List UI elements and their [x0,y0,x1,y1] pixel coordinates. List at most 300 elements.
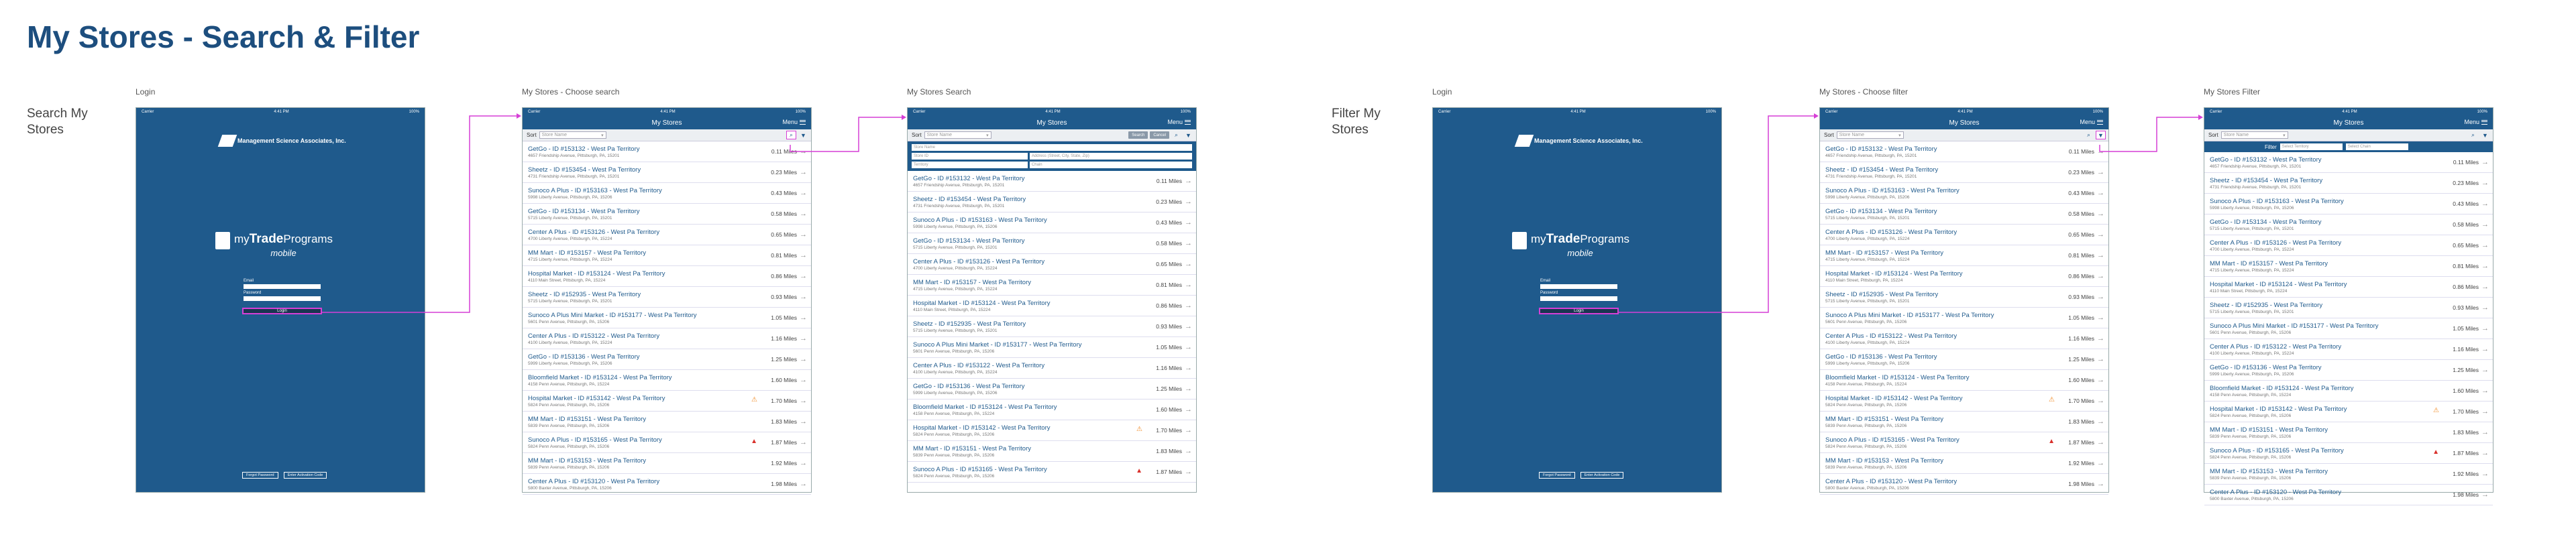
store-distance: 0.65 Miles [2453,242,2479,249]
store-distance: 1.16 Miles [2068,335,2094,342]
store-distance: 0.43 Miles [2453,200,2479,207]
store-distance: 0.81 Miles [2453,263,2479,269]
store-name[interactable]: MM Mart - ID #153151 - West Pa Territory [1825,415,1943,423]
store-name[interactable]: Center A Plus - ID #153126 - West Pa Territory [528,228,660,236]
store-name[interactable]: Hospital Market - ID #153124 - West Pa Territory [1825,269,1963,278]
arrow-right-icon: → [2097,334,2104,343]
store-name[interactable]: Center A Plus - ID #153126 - West Pa Territory [2210,239,2342,247]
store-name[interactable]: Hospital Market - ID #153124 - West Pa Territory [913,299,1051,307]
store-address: 5824 Penn Avenue, Pittsburgh, PA, 15206 [528,402,610,408]
search-icon[interactable]: ⌕ [786,131,796,139]
arrow-right-icon: → [2097,168,2104,176]
store-name[interactable]: Sheetz - ID #152935 - West Pa Territory [913,320,1026,328]
store-name[interactable]: Bloomfield Market - ID #153124 - West Pa Territory [2210,384,2354,392]
store-distance: 0.58 Miles [771,210,797,217]
arrow-right-icon: → [2481,221,2489,229]
menu-label: Menu [2080,119,2095,125]
store-name[interactable]: Center A Plus - ID #153120 - West Pa Territory [528,477,660,485]
connector-login-to-choose-search [321,116,517,312]
warning-icon: ⚠ [751,396,757,404]
forgot-password-link[interactable]: Forgot Password [1539,472,1575,479]
arrow-right-icon: → [1185,322,1192,330]
store-distance: 1.16 Miles [1156,365,1182,371]
store-name[interactable]: Center A Plus - ID #153122 - West Pa Territory [2210,343,2342,351]
forgot-password-link[interactable]: Forgot Password [242,472,278,479]
arrow-right-icon: → [2097,418,2104,426]
store-address: 5839 Penn Avenue, Pittsburgh, PA, 15206 [2210,475,2292,481]
arrow-right-icon: → [2097,314,2104,322]
store-address: 5824 Penn Avenue, Pittsburgh, PA, 15206 [1825,444,1907,449]
email-label: Email [244,279,254,283]
chevron-down-icon: ▾ [601,133,604,138]
store-address: 4110 Main Street, Pittsburgh, PA, 15224 [528,278,606,283]
store-distance: 1.05 Miles [2453,325,2479,332]
store-address: 4110 Main Street, Pittsburgh, PA, 15224 [913,307,991,312]
store-distance: 1.16 Miles [2453,346,2479,353]
alert-icon: ▲ [751,438,757,445]
store-name[interactable]: Sunoco A Plus Mini Market - ID #153177 - West Pa Territory [2210,322,2379,330]
store-distance: 0.58 Miles [2068,210,2094,217]
store-address: 4158 Penn Avenue, Pittsburgh, PA, 15224 [913,411,995,416]
store-address: 4100 Liberty Avenue, Pittsburgh, PA, 15224 [913,369,998,375]
store-address: 5715 Liberty Avenue, Pittsburgh, PA, 15201 [1825,298,1910,304]
store-name[interactable]: Sunoco A Plus - ID #153163 - West Pa Territory [528,186,662,194]
store-name[interactable]: GetGo - ID #153134 - West Pa Territory [1825,207,1937,215]
store-name[interactable]: Bloomfield Market - ID #153124 - West Pa Territory [1825,373,1970,381]
filter-icon[interactable]: ▼ [2482,131,2488,139]
store-distance: 0.11 Miles [771,148,797,155]
store-distance: 1.25 Miles [1156,385,1182,392]
activation-code-link[interactable]: Enter Activation Code [1580,472,1624,479]
store-distance: 1.16 Miles [771,335,797,342]
arrow-right-icon: → [2481,449,2489,457]
store-name[interactable]: Hospital Market - ID #153142 - West Pa Territory [2210,405,2347,413]
store-name[interactable]: Hospital Market - ID #153142 - West Pa Territory [528,394,665,402]
store-distance: 0.86 Miles [2453,284,2479,290]
flow-label-search: Search My Stores [27,107,88,137]
store-address: 4100 Liberty Avenue, Pittsburgh, PA, 15224 [528,340,612,345]
sort-select-value: Store Name [2223,133,2249,137]
arrow-right-icon: → [2097,438,2104,446]
connector-filter-icon-to-filter [2100,117,2198,151]
store-address: 4731 Friendship Avenue, Pittsburgh, PA, 15201 [528,174,620,179]
search-button[interactable]: Search [1128,131,1148,139]
store-address: 5715 Liberty Avenue, Pittsburgh, PA, 15201 [913,245,998,250]
arrow-right-icon: → [1185,406,1192,414]
store-distance: 1.92 Miles [2453,471,2479,477]
arrow-right-icon: → [1185,302,1192,310]
store-name[interactable]: MM Mart - ID #153153 - West Pa Territory [2210,467,2328,475]
store-distance: 1.87 Miles [1156,469,1182,475]
address-field[interactable]: Address (Street, City, State, Zip) [1030,153,1192,160]
arrow-right-icon: → [800,459,807,467]
store-distance: 1.83 Miles [1156,448,1182,454]
store-name-field[interactable]: Store Name [912,144,1192,151]
store-name[interactable]: GetGo - ID #153132 - West Pa Territory [528,145,640,153]
caption-choose-filter: My Stores - Choose filter [1819,87,1909,97]
store-address: 4715 Liberty Avenue, Pittsburgh, PA, 15224 [528,257,612,262]
menu-label: Menu [782,119,798,125]
brand-name: myTradePrograms [234,232,333,246]
store-distance: 1.60 Miles [1156,406,1182,413]
store-distance: 0.11 Miles [1156,178,1182,184]
arrow-right-icon: → [1185,281,1192,289]
store-name[interactable]: Sheetz - ID #153454 - West Pa Territory [2210,176,2323,184]
arrow-right-icon: → [1185,260,1192,268]
store-address: 5839 Penn Avenue, Pittsburgh, PA, 15206 [913,452,995,458]
arrow-right-icon: → [2481,283,2489,291]
arrow-right-icon: → [800,189,807,197]
store-address: 4657 Friendship Avenue, Pittsburgh, PA, 15201 [913,182,1005,188]
arrow-right-icon: → [1185,426,1192,434]
arrow-right-icon: → [1185,239,1192,247]
arrow-right-icon: → [2481,366,2489,374]
store-address: 5839 Penn Avenue, Pittsburgh, PA, 15206 [2210,434,2292,439]
arrow-right-icon: → [2481,241,2489,249]
store-name[interactable]: GetGo - ID #153134 - West Pa Territory [2210,218,2322,226]
store-distance: 1.60 Miles [771,377,797,383]
store-address: 5824 Penn Avenue, Pittsburgh, PA, 15206 [1825,402,1907,408]
store-name[interactable]: MM Mart - ID #153157 - West Pa Territory [2210,259,2328,267]
store-name[interactable]: GetGo - ID #153136 - West Pa Territory [2210,363,2322,371]
store-address: 5998 Liberty Avenue, Pittsburgh, PA, 15206 [2210,205,2294,210]
arrow-right-icon: → [2481,200,2489,208]
store-distance: 0.86 Miles [1156,302,1182,309]
store-distance: 0.43 Miles [1156,219,1182,226]
chain-field[interactable]: Chain [1030,162,1192,168]
store-address: 5601 Penn Avenue, Pittsburgh, PA, 15206 [913,349,995,354]
store-address: 5999 Liberty Avenue, Pittsburgh, PA, 15206 [2210,371,2294,377]
store-name[interactable]: GetGo - ID #153136 - West Pa Territory [913,382,1025,390]
store-address: 4715 Liberty Avenue, Pittsburgh, PA, 15224 [913,286,998,292]
store-name[interactable]: MM Mart - ID #153157 - West Pa Territory [528,249,646,257]
nav-title: My Stores [651,119,682,127]
store-address: 5824 Penn Avenue, Pittsburgh, PA, 15206 [2210,413,2292,418]
store-distance: 0.11 Miles [2453,159,2479,166]
store-name[interactable]: Sunoco A Plus Mini Market - ID #153177 - West Pa Territory [913,341,1082,349]
arrow-right-icon: → [800,272,807,280]
filter-icon[interactable]: ▼ [1185,131,1191,139]
store-distance: 1.92 Miles [2068,460,2094,467]
login-button[interactable]: Login [242,308,322,314]
store-address: 5715 Liberty Avenue, Pittsburgh, PA, 15201 [528,215,612,221]
store-name[interactable]: GetGo - ID #153134 - West Pa Territory [913,237,1025,245]
store-name[interactable]: Hospital Market - ID #153124 - West Pa Territory [2210,280,2347,288]
store-distance: 0.86 Miles [2068,273,2094,280]
store-name[interactable]: GetGo - ID #153136 - West Pa Territory [528,353,640,361]
store-distance: 1.83 Miles [2453,429,2479,436]
store-address: 5839 Penn Avenue, Pittsburgh, PA, 15206 [528,465,610,470]
arrow-right-icon: → [800,397,807,405]
nav-title: My Stores [2333,119,2364,127]
sort-label: Sort [527,132,537,138]
arrow-right-icon: → [2481,387,2489,395]
menu-label: Menu [1167,119,1183,125]
arrow-right-icon: → [2481,324,2489,332]
store-name[interactable]: Center A Plus - ID #153122 - West Pa Territory [1825,332,1957,340]
store-address: 5601 Penn Avenue, Pittsburgh, PA, 15206 [2210,330,2292,335]
warning-icon: ⚠ [2433,407,2439,414]
arrow-right-icon: → [1185,364,1192,372]
store-name[interactable]: Hospital Market - ID #153142 - West Pa Territory [913,424,1051,432]
store-name[interactable]: MM Mart - ID #153151 - West Pa Territory [528,415,646,423]
store-address: 4657 Friendship Avenue, Pittsburgh, PA, 15201 [528,153,620,158]
store-name[interactable]: Sunoco A Plus - ID #153163 - West Pa Territory [1825,186,1960,194]
store-distance: 0.43 Miles [771,190,797,196]
arrowhead-3 [1814,113,1819,119]
arrow-right-icon: → [2097,189,2104,197]
caption-login-2: Login [1432,87,1452,97]
store-distance: 1.70 Miles [1156,427,1182,434]
chain-filter-select[interactable]: Select Chain [2346,143,2408,150]
store-address: 5824 Penn Avenue, Pittsburgh, PA, 15206 [2210,454,2292,460]
status-bar: Carrier 4:41 PM 100% [2204,108,2493,116]
chevron-down-icon: ▾ [1898,133,1901,138]
store-distance: 0.43 Miles [2068,190,2094,196]
store-name[interactable]: Hospital Market - ID #153124 - West Pa Territory [528,269,665,278]
store-distance: 1.25 Miles [2453,367,2479,373]
sort-label: Sort [912,132,922,138]
search-icon[interactable]: ⌕ [1174,131,1179,138]
store-address: 5800 Baxter Avenue, Pittsburgh, PA, 15206 [528,485,612,491]
store-name[interactable]: GetGo - ID #153134 - West Pa Territory [528,207,640,215]
password-label: Password [244,291,262,295]
store-address: 5715 Liberty Avenue, Pittsburgh, PA, 15201 [913,328,998,333]
store-address: 5998 Liberty Avenue, Pittsburgh, PA, 15206 [1825,194,1910,200]
store-name[interactable]: Bloomfield Market - ID #153124 - West Pa Territory [913,403,1057,411]
store-distance: 1.70 Miles [2453,408,2479,415]
store-address: 5715 Liberty Avenue, Pittsburgh, PA, 15201 [2210,309,2294,314]
company-logo: Management Science Associates, Inc. [220,135,346,147]
arrow-right-icon: → [2481,304,2489,312]
store-name[interactable]: Hospital Market - ID #153142 - West Pa Territory [1825,394,1963,402]
filter-icon[interactable]: ▼ [800,131,806,139]
filter-icon[interactable]: ▼ [2096,131,2106,139]
store-name[interactable]: MM Mart - ID #153153 - West Pa Territory [528,456,646,465]
search-icon[interactable]: ⌕ [2471,131,2475,138]
email-label: Email [1540,279,1551,283]
store-name[interactable]: Sheetz - ID #152935 - West Pa Territory [528,290,641,298]
arrow-right-icon: → [2097,251,2104,259]
arrow-right-icon: → [1185,385,1192,393]
store-distance: 0.86 Miles [771,273,797,280]
warning-icon: ⚠ [2049,396,2055,404]
arrow-right-icon: → [2481,470,2489,478]
store-name[interactable]: Sunoco A Plus - ID #153163 - West Pa Territory [913,216,1047,224]
store-name[interactable]: Center A Plus - ID #153126 - West Pa Territory [913,257,1045,265]
store-name[interactable]: MM Mart - ID #153153 - West Pa Territory [1825,456,1943,465]
arrow-right-icon: → [800,314,807,322]
store-address: 4110 Main Street, Pittsburgh, PA, 15224 [2210,288,2288,294]
arrow-right-icon: → [2097,459,2104,467]
store-distance: 0.58 Miles [1156,240,1182,247]
store-name[interactable]: Center A Plus - ID #153120 - West Pa Territory [2210,488,2342,496]
activation-code-link[interactable]: Enter Activation Code [284,472,327,479]
status-bar: Carrier 4:41 PM 100% [136,108,425,116]
store-address: 5715 Liberty Avenue, Pittsburgh, PA, 15201 [528,298,612,304]
store-name[interactable]: GetGo - ID #153132 - West Pa Territory [1825,145,1937,153]
caption-filter: My Stores Filter [2204,87,2261,97]
store-address: 5715 Liberty Avenue, Pittsburgh, PA, 15201 [2210,226,2294,231]
arrow-right-icon: → [2097,272,2104,280]
brand-sub: mobile [270,248,297,258]
caption-login-1: Login [136,87,156,97]
arrow-right-icon: → [2097,147,2104,156]
store-name[interactable]: Sheetz - ID #153454 - West Pa Territory [528,166,641,174]
store-address: 5824 Penn Avenue, Pittsburgh, PA, 15206 [913,473,995,479]
store-distance: 1.98 Miles [771,481,797,487]
arrow-right-icon: → [2097,293,2104,301]
alert-icon: ▲ [2432,448,2439,456]
store-address: 5715 Liberty Avenue, Pittsburgh, PA, 15201 [1825,215,1910,221]
arrow-right-icon: → [2481,491,2489,499]
status-bar: Carrier 4:41 PM 100% [1433,108,1721,116]
arrowhead-2 [902,115,906,120]
store-distance: 1.25 Miles [2068,356,2094,363]
password-label: Password [1540,291,1558,295]
territory-filter-select[interactable]: Select Territory [2280,143,2343,150]
store-distance: 1.05 Miles [771,314,797,321]
store-address: 5998 Liberty Avenue, Pittsburgh, PA, 15206 [528,194,612,200]
store-id-field[interactable]: Store ID [912,153,1028,160]
arrow-right-icon: → [2481,345,2489,353]
store-distance: 1.60 Miles [2453,387,2479,394]
store-address: 5601 Penn Avenue, Pittsburgh, PA, 15206 [528,319,610,324]
store-distance: 1.92 Miles [771,460,797,467]
nav-title: My Stores [1949,119,1980,127]
arrow-right-icon: → [2481,179,2489,187]
arrowhead-1 [517,113,521,119]
arrow-right-icon: → [800,376,807,384]
sort-select-value: Store Name [1839,133,1865,137]
store-name[interactable]: Sheetz - ID #153454 - West Pa Territory [1825,166,1939,174]
arrow-right-icon: → [1185,468,1192,476]
store-name[interactable]: Sunoco A Plus - ID #153165 - West Pa Territory [1825,436,1960,444]
store-address: 4715 Liberty Avenue, Pittsburgh, PA, 15224 [1825,257,1910,262]
status-bar: Carrier 4:41 PM 100% [523,108,811,116]
arrow-right-icon: → [1185,219,1192,227]
store-name[interactable]: Sheetz - ID #152935 - West Pa Territory [1825,290,1939,298]
store-address: 5839 Penn Avenue, Pittsburgh, PA, 15206 [1825,465,1907,470]
store-name[interactable]: MM Mart - ID #153157 - West Pa Territory [913,278,1031,286]
arrow-right-icon: → [800,355,807,363]
store-address: 4158 Penn Avenue, Pittsburgh, PA, 15224 [1825,381,1907,387]
store-name[interactable]: GetGo - ID #153132 - West Pa Territory [913,174,1025,182]
store-distance: 0.93 Miles [1156,323,1182,330]
store-distance: 1.98 Miles [2453,491,2479,498]
arrow-right-icon: → [2097,480,2104,488]
store-distance: 0.93 Miles [2068,294,2094,300]
login-button[interactable]: Login [1539,308,1619,314]
store-address: 5824 Penn Avenue, Pittsburgh, PA, 15206 [913,432,995,437]
arrow-right-icon: → [2097,397,2104,405]
store-distance: 0.81 Miles [2068,252,2094,259]
arrow-right-icon: → [1185,177,1192,185]
sort-select-value: Store Name [926,133,953,137]
arrow-right-icon: → [800,334,807,343]
store-address: 4700 Liberty Avenue, Pittsburgh, PA, 15224 [528,236,612,241]
store-distance: 0.65 Miles [1156,261,1182,267]
store-name[interactable]: MM Mart - ID #153151 - West Pa Territory [913,444,1031,452]
store-distance: 0.11 Miles [2068,148,2094,155]
store-address: 5999 Liberty Avenue, Pittsburgh, PA, 15206 [1825,361,1910,366]
brand-sub: mobile [1567,248,1593,258]
store-name[interactable]: MM Mart - ID #153151 - West Pa Territory [2210,426,2328,434]
store-address: 5999 Liberty Avenue, Pittsburgh, PA, 15206 [528,361,612,366]
store-address: 5839 Penn Avenue, Pittsburgh, PA, 15206 [1825,423,1907,428]
store-name[interactable]: Center A Plus - ID #153122 - West Pa Territory [528,332,660,340]
arrow-right-icon: → [1185,447,1192,455]
arrow-right-icon: → [800,480,807,488]
store-distance: 1.05 Miles [1156,344,1182,351]
search-icon[interactable]: ⌕ [2086,131,2091,138]
arrow-right-icon: → [2097,210,2104,218]
company-logo: Management Science Associates, Inc. [1517,135,1643,147]
store-name[interactable]: Sunoco A Plus Mini Market - ID #153177 - West Pa Territory [528,311,697,319]
store-name[interactable]: Sunoco A Plus - ID #153163 - West Pa Territory [2210,197,2344,205]
store-name[interactable]: Sheetz - ID #152935 - West Pa Territory [2210,301,2323,309]
store-distance: 1.05 Miles [2068,314,2094,321]
store-name[interactable]: Sunoco A Plus - ID #153165 - West Pa Territory [913,465,1047,473]
store-name[interactable]: Sheetz - ID #153454 - West Pa Territory [913,195,1026,203]
store-distance: 0.23 Miles [771,169,797,176]
store-address: 4657 Friendship Avenue, Pittsburgh, PA, 15201 [2210,164,2302,169]
store-address: 4731 Friendship Avenue, Pittsburgh, PA, 15201 [1825,174,1917,179]
store-address: 4158 Penn Avenue, Pittsburgh, PA, 15224 [2210,392,2292,397]
store-name[interactable]: Sunoco A Plus - ID #153165 - West Pa Territory [528,436,662,444]
warning-icon: ⚠ [1136,426,1142,433]
flow-label-filter: Filter My Stores [1332,107,1381,137]
territory-field[interactable]: Territory [912,162,1028,168]
sort-select-value: Store Name [541,133,568,137]
store-distance: 0.93 Miles [771,294,797,300]
alert-icon: ▲ [1136,467,1142,475]
store-name[interactable]: Center A Plus - ID #153126 - West Pa Territory [1825,228,1957,236]
store-address: 5999 Liberty Avenue, Pittsburgh, PA, 15206 [913,390,998,395]
store-distance: 0.23 Miles [2453,180,2479,186]
store-address: 4731 Friendship Avenue, Pittsburgh, PA, 15201 [2210,184,2302,190]
store-distance: 0.58 Miles [2453,221,2479,228]
store-address: 4715 Liberty Avenue, Pittsburgh, PA, 15224 [2210,267,2294,273]
store-address: 5824 Penn Avenue, Pittsburgh, PA, 15206 [528,444,610,449]
store-address: 5998 Liberty Avenue, Pittsburgh, PA, 15206 [913,224,998,229]
store-address: 5601 Penn Avenue, Pittsburgh, PA, 15206 [1825,319,1907,324]
arrow-right-icon: → [2481,158,2489,166]
store-address: 4100 Liberty Avenue, Pittsburgh, PA, 15224 [2210,351,2294,356]
arrow-right-icon: → [800,147,807,156]
store-distance: 1.70 Miles [771,397,797,404]
arrow-right-icon: → [2481,262,2489,270]
store-address: 5800 Baxter Avenue, Pittsburgh, PA, 15206 [2210,496,2294,501]
filter-label: Filter [2265,143,2277,150]
store-name[interactable]: MM Mart - ID #153157 - West Pa Territory [1825,249,1943,257]
caption-choose-search: My Stores - Choose search [522,87,620,97]
arrow-right-icon: → [800,251,807,259]
cancel-button[interactable]: Cancel [1150,131,1169,139]
store-name[interactable]: GetGo - ID #153136 - West Pa Territory [1825,353,1937,361]
store-distance: 0.81 Miles [1156,282,1182,288]
nav-title: My Stores [1036,119,1067,127]
store-name[interactable]: GetGo - ID #153132 - West Pa Territory [2210,156,2322,164]
store-address: 5839 Penn Avenue, Pittsburgh, PA, 15206 [528,423,610,428]
store-name[interactable]: Center A Plus - ID #153120 - West Pa Territory [1825,477,1957,485]
store-name[interactable]: Bloomfield Market - ID #153124 - West Pa Territory [528,373,672,381]
store-address: 5800 Baxter Avenue, Pittsburgh, PA, 15206 [1825,485,1909,491]
store-name[interactable]: Sunoco A Plus Mini Market - ID #153177 - West Pa Territory [1825,311,1994,319]
arrow-right-icon: → [800,418,807,426]
store-name[interactable]: Center A Plus - ID #153122 - West Pa Territory [913,361,1045,369]
store-name[interactable]: Sunoco A Plus - ID #153165 - West Pa Territory [2210,446,2344,454]
